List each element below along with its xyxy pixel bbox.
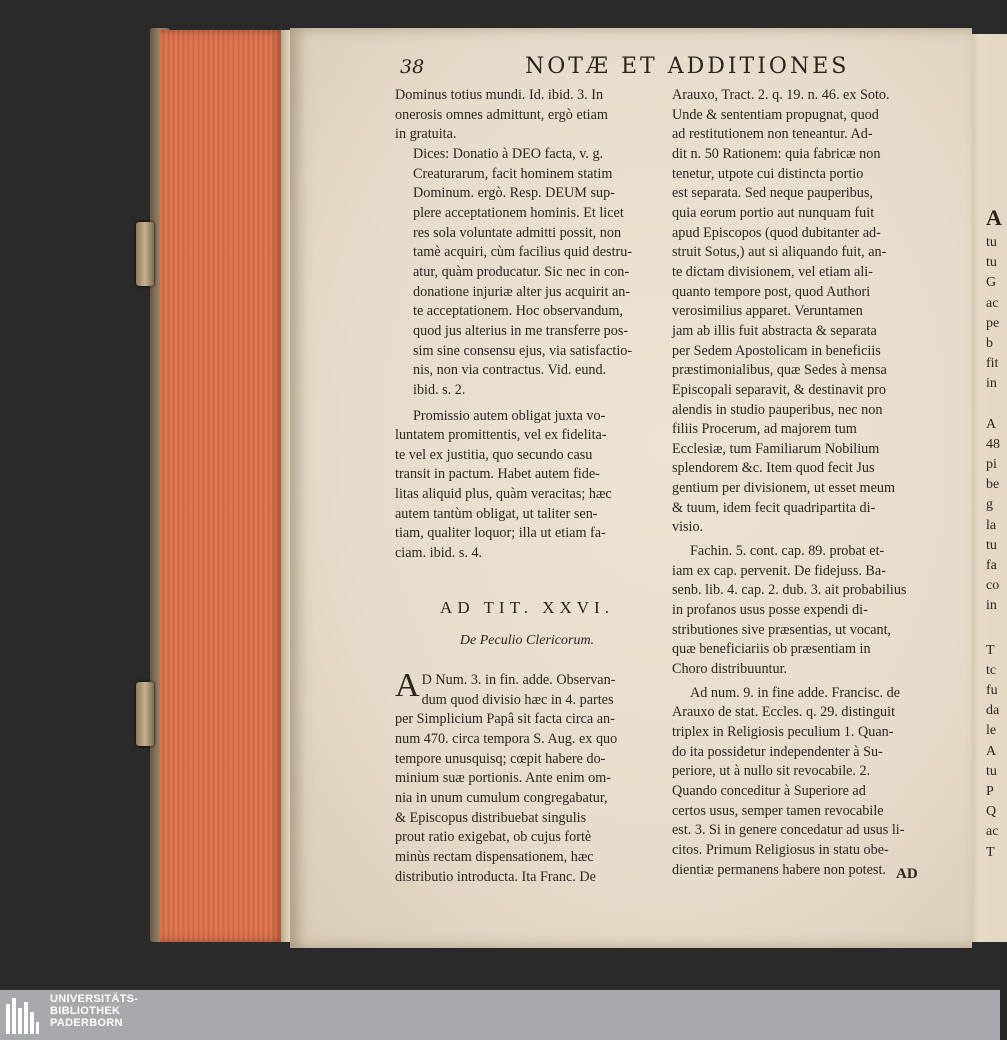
facing-page-fragment: tu: [986, 763, 997, 779]
facing-page-fragment: fit: [986, 356, 999, 372]
text-line: gentium per divisionem, ut esset meum: [672, 480, 896, 497]
paragraph-6: [672, 542, 930, 680]
text-line: tenetur, utpote cui distincta portio: [672, 165, 864, 182]
section-heading: AD TIT. XXVI.: [440, 597, 614, 617]
facing-page-fragment: pi: [986, 457, 997, 472]
facing-page-fragment: da: [986, 703, 1000, 719]
section-subheading: De Peculio Clericorum.: [459, 633, 595, 649]
text-line: onerosis omnes admittunt, ergò etiam: [395, 106, 608, 123]
text-line: per Sedem Apostolicam in beneficiis: [672, 342, 881, 359]
text-line: minùs rectam dispensationem, hæc: [395, 848, 594, 865]
text-line: verosimilius apparet. Veruntamen: [672, 303, 863, 320]
text-line: Creaturarum, facit hominem statim: [413, 165, 613, 182]
text-line: atur, quàm producatur. Sic nec in con-: [413, 263, 630, 280]
text-line: iam ex cap. pervenit. De fidejuss. Ba-: [672, 562, 886, 579]
facing-page-fragment: g: [986, 497, 993, 513]
text-line: Arauxo de stat. Eccles. q. 29. distinguit: [672, 704, 896, 721]
left-column: [395, 86, 659, 887]
book-fore-edge: [160, 30, 285, 942]
text-line: filiis Procerum, ad majorem tum: [672, 421, 857, 438]
drop-cap: A: [395, 667, 420, 705]
facing-page-fragment: ac: [986, 824, 999, 840]
text-line: Quando conceditur à Superiore ad: [672, 782, 866, 799]
running-title: NOTÆ ET ADDITIONES: [525, 54, 850, 79]
text-line: plere acceptationem hominis. Et licet: [413, 204, 624, 221]
facing-page-fragment: b: [986, 336, 993, 351]
text-line: nia in unum cumulum congregabatur,: [395, 790, 608, 806]
text-line: litas aliquid plus, quàm veracitas; hæc: [395, 486, 612, 503]
text-line: ciam. ibid. s. 4.: [395, 545, 483, 562]
paragraph-4: [395, 667, 659, 887]
page-number: 38: [400, 56, 425, 78]
text-line: nis, non via contractus. Vid. eund.: [413, 362, 607, 379]
text-line: jam ab illis fuit abstracta & separata: [672, 322, 877, 339]
paragraph-3: [395, 407, 659, 564]
text-line: quia eorum portio aut nunquam fuit: [672, 204, 875, 221]
facing-page-fragment: la: [986, 517, 997, 533]
facing-page-fragment: co: [986, 578, 1000, 594]
text-line: prout ratio exigebat, ob cujus fortè: [395, 829, 592, 846]
text-line: ibid. s. 2.: [413, 381, 466, 398]
text-line: tamè acquiri, cùm facilius quid destru-: [413, 244, 633, 261]
text-line: per Simplicium Papâ sit facta circa an-: [395, 711, 615, 728]
text-line: Fachin. 5. cont. cap. 89. probat et-: [690, 543, 885, 560]
facing-page-fragment: in: [986, 376, 997, 392]
text-line: Arauxo, Tract. 2. q. 19. n. 46. ex Soto.: [672, 87, 890, 103]
facing-page-fragment: tu: [986, 537, 997, 553]
text-line: res sola voluntate admitti possit, non: [413, 224, 622, 241]
library-name-line: PADERBORN: [50, 1017, 123, 1029]
running-head: [400, 56, 860, 84]
paragraph-7: [672, 684, 930, 881]
paragraph-5: [672, 86, 930, 538]
text-line: donatione injuriæ alter jus acquirit an-: [413, 283, 631, 300]
facing-page-fragment: T: [986, 844, 995, 860]
text-line: Dominum. ergò. Resp. DEUM sup-: [413, 185, 615, 202]
text-line: dit n. 50 Rationem: quia fabricæ non: [672, 145, 881, 162]
facing-page-fragment: A: [986, 416, 997, 432]
text-line: ad restitutionem non teneantur. Ad-: [672, 126, 873, 143]
facing-page-fragment: ac: [986, 295, 999, 311]
text-line: stributiones sive præsentias, ut vocant,: [672, 621, 892, 638]
text-line: Choro distribuuntur.: [672, 661, 788, 678]
text-line: quod jus alterius in me transferre pos-: [413, 322, 629, 339]
text-line: senb. lib. 4. cap. 2. dub. 3. ait probabilius: [672, 582, 907, 599]
facing-page-fragment: T: [986, 642, 995, 658]
text-line: visio.: [672, 519, 704, 536]
catchword: AD: [896, 866, 918, 882]
text-line: tiam, qualiter loquor; illa ut etiam fa-: [395, 525, 606, 542]
text-line: est separata. Sed neque pauperibus,: [672, 185, 873, 202]
paragraph-1: [395, 86, 659, 145]
text-line: do ita possidetur independenter à Su-: [672, 743, 883, 760]
text-line: D Num. 3. in fin. adde. Observan-: [421, 672, 616, 689]
facing-page-fragment: le: [986, 723, 997, 739]
text-line: præstimonialibus, quæ Sedes à mensa: [672, 362, 887, 379]
text-line: in profanos usus posse expendi di-: [672, 602, 868, 619]
facing-page-fragment: fa: [986, 558, 997, 573]
text-line: distributio introducta. Ita Franc. De: [395, 868, 596, 885]
text-line: citos. Primum Religiosus in statu obe-: [672, 841, 889, 858]
text-line: dientiæ permanens habere non potest.: [672, 861, 886, 878]
library-name-line: UNIVERSITÄTS-: [50, 993, 139, 1005]
text-line: Unde & sententiam propugnat, quod: [672, 106, 879, 123]
facing-page-fragment: A: [986, 743, 997, 759]
text-line: te dictam divisionem, vel etiam ali-: [672, 263, 873, 280]
text-line: quanto tempore post, quod Authori: [672, 283, 871, 300]
facing-page-fragment: tc: [986, 662, 997, 678]
text-line: struit Sotus,) aut si aliquando fuit, an-: [672, 244, 887, 261]
text-line: dum quod divisio hæc in 4. partes: [421, 691, 614, 708]
facing-page-fragment: 48: [986, 436, 1000, 452]
text-line: sim sine consensu ejus, via satisfactio-: [413, 342, 633, 359]
footer-bar: [0, 990, 1000, 1040]
text-line: te acceptationem. Hoc observandum,: [413, 303, 623, 320]
text-line: te vel ex justitia, quo secundo casu: [395, 446, 593, 463]
text-line: transit in pactum. Habet autem fide-: [395, 466, 600, 483]
text-line: Ecclesiæ, tum Familiarum Nobilium: [672, 440, 880, 457]
paragraph-2: [395, 145, 659, 401]
text-line: quæ beneficiariis ob præsentiam in: [672, 641, 871, 658]
text-line: luntatem promittentis, vel ex fidelita-: [395, 427, 607, 444]
text-line: Dices: Donatio à DEO facta, v. g.: [413, 145, 604, 162]
clasp-lower: [136, 682, 154, 746]
text-line: & Episcopus distribuebat singulis: [395, 809, 587, 826]
text-line: periore, ut à nullo sit revocabile. 2.: [672, 763, 871, 780]
text-line: in gratuita.: [395, 126, 457, 143]
text-line: minium suæ portionis. Ante enim om-: [395, 770, 611, 787]
facing-page-fragment: tu: [986, 255, 997, 271]
text-line: alendis in studio pauperibus, nec non: [672, 401, 883, 418]
text-line: est. 3. Si in genere concedatur ad usus li-: [672, 822, 905, 839]
facing-page-fragment: P: [986, 784, 994, 799]
library-name: [50, 993, 138, 1029]
text-line: num 470. circa tempora S. Aug. ex quo: [395, 731, 618, 748]
text-line: certos usus, semper tamen revocabile: [672, 802, 884, 819]
facing-page-fragment: G: [986, 275, 997, 291]
facing-page-fragment: pe: [986, 315, 1000, 331]
library-name-line: BIBLIOTHEK: [50, 1005, 121, 1017]
right-column: [672, 86, 930, 880]
text-line: Episcopali separavit, & destinavit pro: [672, 381, 886, 398]
library-logo-icon: [6, 994, 42, 1034]
facing-page-fragment: in: [986, 598, 997, 614]
facing-page-fragment: fu: [986, 683, 998, 698]
text-line: triplex in Religiosis peculium 1. Quan-: [672, 724, 894, 740]
text-line: tempore unusquisq; cœpit habere do-: [395, 750, 606, 767]
facing-page-fragment: tu: [986, 235, 997, 250]
text-line: splendorem &c. Item quod fecit Jus: [672, 460, 875, 477]
facing-page-fragment: A: [986, 205, 1002, 230]
text-line: Dominus totius mundi. Id. ibid. 3. In: [395, 87, 604, 103]
facing-page-fragment: Q: [986, 804, 997, 820]
text-line: apud Episcopos (quod dubitanter ad-: [672, 224, 881, 241]
text-line: autem tantùm obligat, ut taliter sen-: [395, 505, 598, 522]
text-line: Promissio autem obligat juxta vo-: [413, 407, 606, 424]
facing-page-fragment: be: [986, 477, 1000, 493]
text-line: Ad num. 9. in fine adde. Francisc. de: [690, 684, 900, 701]
text-line: & tuum, idem fecit quadripartita di-: [672, 499, 876, 516]
clasp-upper: [136, 222, 154, 286]
